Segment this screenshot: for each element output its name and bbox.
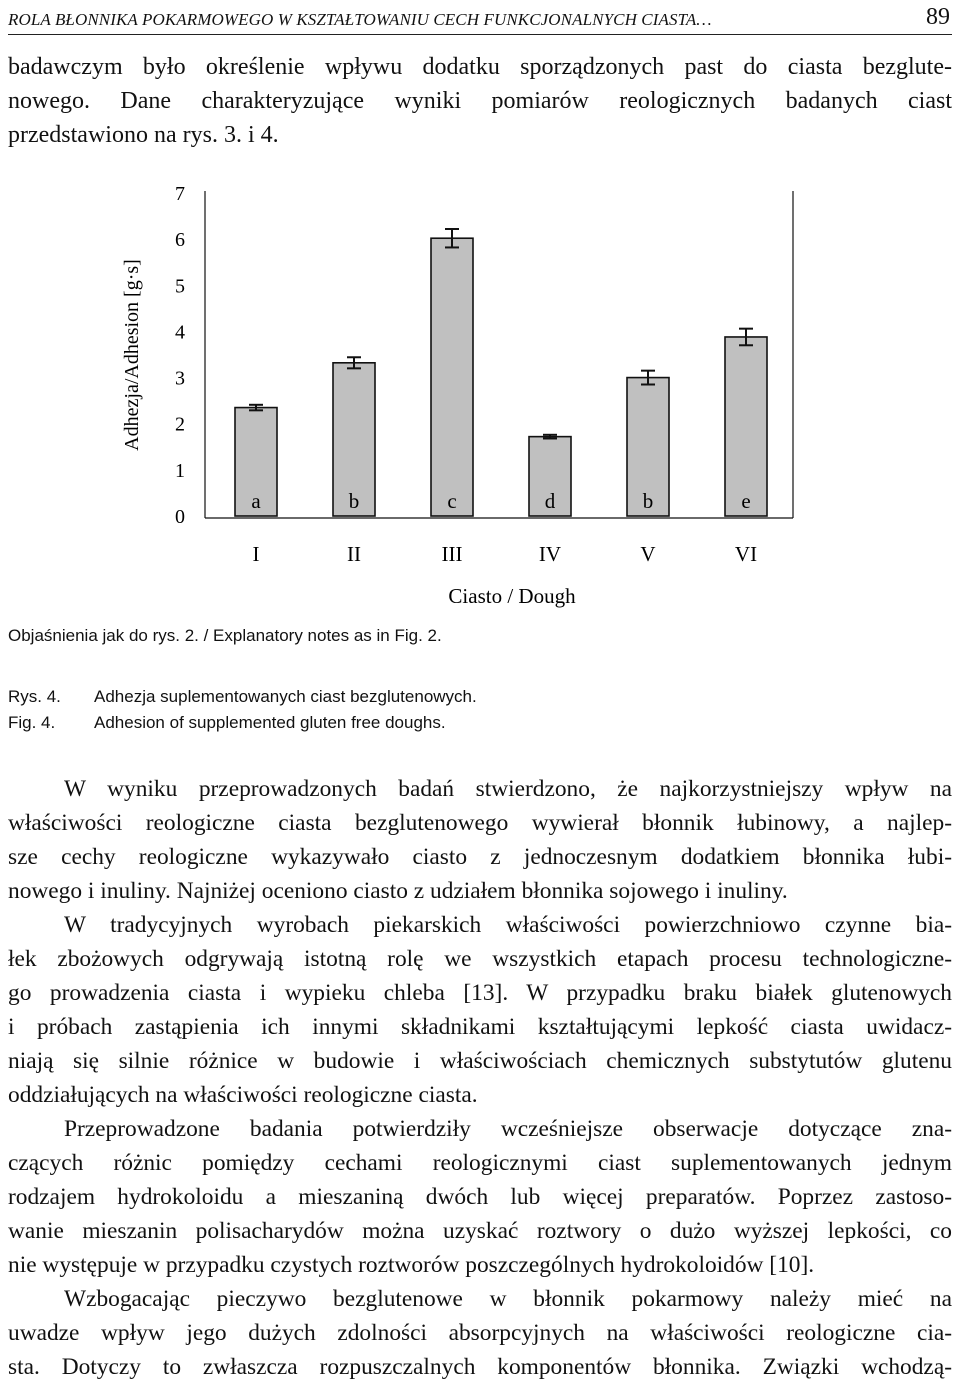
intro-paragraph <box>8 50 952 152</box>
significance-letter: e <box>741 489 751 513</box>
y-tick-label: 3 <box>175 367 185 390</box>
x-tick-label: VI <box>734 542 758 566</box>
body-line: sze cechy reologiczne wykazywało ciasto z jednoczesnym dodatkiem błonnika łubi- <box>8 844 952 870</box>
body-line: Wzbogacając pieczywo bezglutenowe w błonnik pokarmowy należy mieć na <box>64 1286 952 1312</box>
body-line: nie występuje w przypadku czystych roztworów poszczególnych hydrokoloidów [10]. <box>8 1252 815 1278</box>
intro-line: przedstawiono na rys. 3. i 4. <box>8 122 279 148</box>
body-line: niają się silnie różnice w budowie i właściwościach chemicznych substytutów glutenu <box>8 1048 952 1074</box>
y-tick-labels <box>175 183 185 528</box>
adhesion-bar-chart <box>0 165 960 625</box>
body-paragraph <box>8 1112 952 1282</box>
x-tick-label: IV <box>538 542 562 566</box>
body-line: nowego i inuliny. Najniżej oceniono ciasto z udziałem błonnika sojowego i inuliny. <box>8 878 788 904</box>
body-paragraph <box>8 1282 952 1384</box>
significance-letter: b <box>642 489 654 513</box>
x-tick-label: V <box>640 542 656 566</box>
page-number: 89 <box>926 4 950 30</box>
body-line: łek zbożowych odgrywają istotną rolę we wszystkich etapach procesu technologiczne- <box>8 946 952 972</box>
significance-letters <box>251 489 750 513</box>
body-line: W tradycyjnych wyrobach piekarskich właściwości powierzchniowo czynne bia- <box>64 912 952 938</box>
body-line: czących różnic pomiędzy cechami reologicznymi ciast suplementowanych jednym <box>8 1150 952 1176</box>
y-axis-label: Adhezja/Adhesion [g·s] <box>121 259 143 451</box>
body-paragraph <box>8 908 952 1112</box>
y-tick-label: 6 <box>175 229 185 252</box>
caption-pl-label: Rys. 4. <box>8 687 61 706</box>
body-line: wanie mieszanin polisacharydów można uzyskać roztwory o dużo wyższej lepkości, co <box>8 1218 952 1244</box>
intro-line: badawczym było określenie wpływu dodatku sporządzonych past do ciasta bezglute- <box>8 54 952 80</box>
significance-letter: c <box>447 489 457 513</box>
body-line: go prowadzenia ciasta i wypieku chleba [13]. W przypadku braku białek glutenowych <box>8 980 952 1006</box>
body-line: oddziałujących na właściwości reologiczne ciasta. <box>8 1082 478 1108</box>
chart-axes <box>205 191 793 518</box>
running-title: ROLA BŁONNIKA POKARMOWEGO W KSZTAŁTOWANIU CECH FUNKCJONALNYCH CIASTA… <box>8 10 712 29</box>
body-line: rodzajem hydrokoloidu a mieszaniną dwóch lub więcej preparatów. Poprzez zastoso- <box>8 1184 952 1210</box>
body-line: właściwości reologiczne ciasta bezglutenowego wywierał błonnik łubinowy, a najlep- <box>8 810 952 836</box>
body-line: sta. Dotyczy to zwłaszcza rozpuszczalnych komponentów błonnika. Związki wchodzą- <box>8 1354 952 1380</box>
error-bars <box>249 229 753 438</box>
figure-caption <box>8 682 477 738</box>
significance-letter: d <box>544 489 556 513</box>
body-paragraph <box>8 772 952 908</box>
y-tick-label: 0 <box>175 506 185 528</box>
header-rule <box>8 34 952 35</box>
x-tick-label: III <box>441 542 463 566</box>
caption-en-label: Fig. 4. <box>8 713 56 732</box>
caption-en <box>8 708 477 738</box>
body-line: uwadze wpływ jego dużych zdolności absorpcyjnych na właściwości reologiczne cia- <box>8 1320 952 1346</box>
y-tick-label: 7 <box>175 183 185 205</box>
significance-letter: a <box>251 489 261 513</box>
running-header <box>8 6 952 32</box>
bar <box>431 238 473 516</box>
bars <box>235 238 767 516</box>
y-tick-label: 5 <box>175 275 185 298</box>
intro-line: nowego. Dane charakteryzujące wyniki pomiarów reologicznych badanych ciast <box>8 88 952 114</box>
x-tick-labels <box>253 542 758 566</box>
body-line: Przeprowadzone badania potwierdziły wcześniejsze obserwacje dotyczące zna- <box>64 1116 952 1142</box>
x-axis-label: Ciasto / Dough <box>448 584 576 608</box>
x-tick-label: II <box>347 542 361 566</box>
caption-en-text: Adhesion of supplemented gluten free doughs. <box>94 713 446 732</box>
figure-note: Objaśnienia jak do rys. 2. / Explanatory notes as in Fig. 2. <box>8 626 442 645</box>
x-tick-label: I <box>252 542 260 566</box>
y-tick-label: 2 <box>175 413 185 436</box>
y-tick-label: 4 <box>175 321 185 344</box>
significance-letter: b <box>348 489 360 513</box>
body-line: i próbach zastąpienia ich innymi składnikami kształtującymi lepkość ciasta uwidacz- <box>8 1014 952 1040</box>
y-tick-label: 1 <box>175 459 185 482</box>
caption-pl-text: Adhezja suplementowanych ciast bezglutenowych. <box>94 687 477 706</box>
body-line: W wyniku przeprowadzonych badań stwierdzono, że najkorzystniejszy wpływ na <box>64 776 952 802</box>
